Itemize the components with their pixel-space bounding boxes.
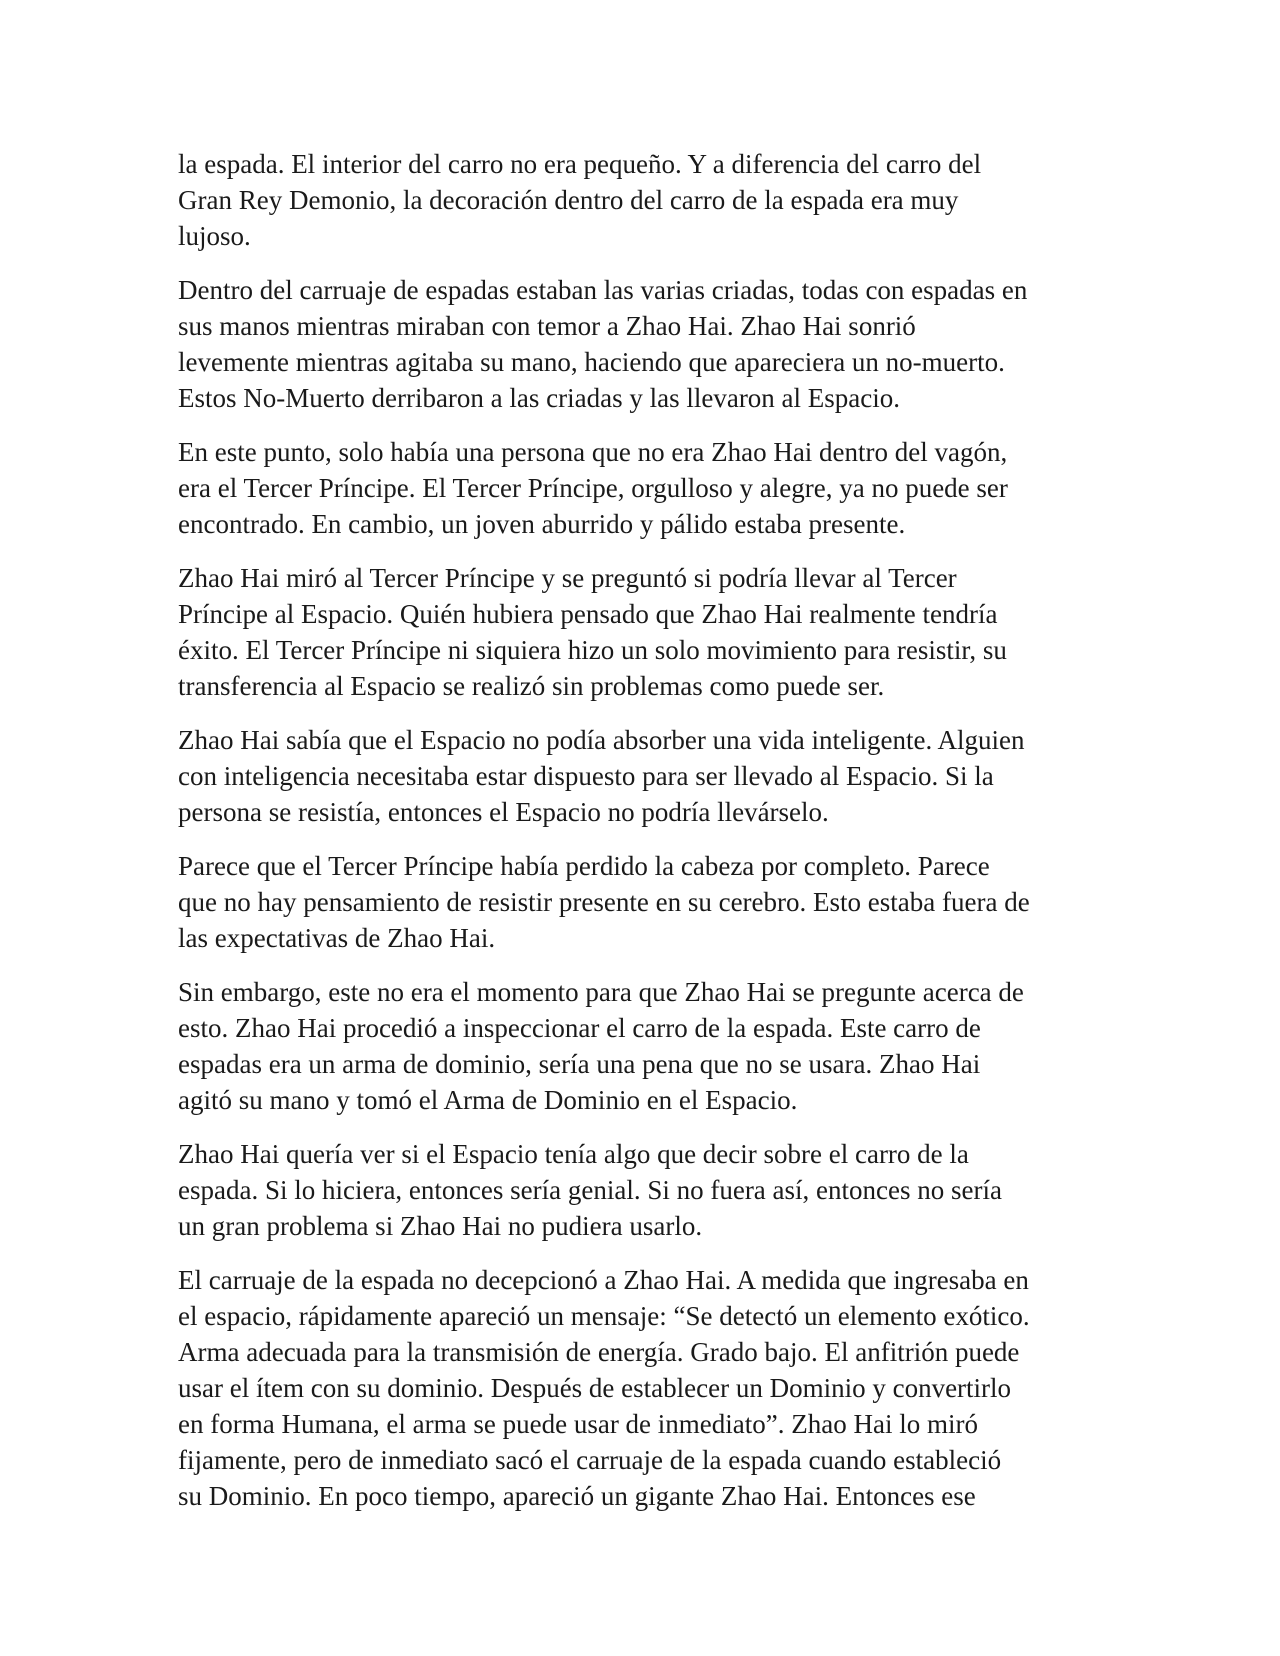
paragraph-3: En este punto, solo había una persona que no era Zhao Hai dentro del vagón, era el Tercer Príncipe. El Tercer Príncipe, orgulloso y alegre, ya no puede ser encontrado. En cambio, un joven aburrido y pálido estaba presente. [178,437,1008,539]
paragraph-2: Dentro del carruaje de espadas estaban las varias criadas, todas con espadas en sus manos mientras miraban con temor a Zhao Hai. Zhao Hai sonrió levemente mientras agitaba su mano, haciendo que apareciera un no-muerto. Estos No-Muerto derribaron a las criadas y las llevaron al Espacio. [178,275,1028,413]
paragraph-7: Sin embargo, este no era el momento para que Zhao Hai se pregunte acerca de esto. Zhao Hai procedió a inspeccionar el carro de la espada. Este carro de espadas era un arma de dominio, sería una pena que no se usara. Zhao Hai agitó su mano y tomó el Arma de Dominio en el Espacio. [178,977,1024,1115]
paragraph-6: Parece que el Tercer Príncipe había perdido la cabeza por completo. Parece que no hay pensamiento de resistir presente en su cerebro. Esto estaba fuera de las expectativas de Zhao Hai. [178,851,1030,953]
paragraph-8: Zhao Hai quería ver si el Espacio tenía algo que decir sobre el carro de la espada. Si lo hiciera, entonces sería genial. Si no fuera así, entonces no sería un gran problema si Zhao Hai no pudiera usarlo. [178,1139,1002,1241]
paragraph-4: Zhao Hai miró al Tercer Príncipe y se preguntó si podría llevar al Tercer Príncipe al Espacio. Quién hubiera pensado que Zhao Hai realmente tendría éxito. El Tercer Príncipe ni siquiera hizo un solo movimiento para resistir, su transferencia al Espacio se realizó sin problemas como puede ser. [178,563,1007,701]
paragraph-1: la espada. El interior del carro no era pequeño. Y a diferencia del carro del Gran Rey Demonio, la decoración dentro del carro de la espada era muy lujoso. [178,149,982,251]
document-page [178,146,1108,1532]
paragraph-9: El carruaje de la espada no decepcionó a Zhao Hai. A medida que ingresaba en el espacio, rápidamente apareció un mensaje: “Se detectó un elemento exótico. Arma adecuada para la transmisión de energía. Grado bajo. El anfitrión puede usar el ítem con su dominio. Después de establecer un Dominio y convertirlo en forma Humana, el arma se puede usar de inmediato”. Zhao Hai lo miró fijamente, pero de inmediato sacó el carruaje de la espada cuando estableció su Dominio. En poco tiempo, apareció un gigante Zhao Hai. Entonces ese [178,1265,1030,1511]
paragraph-5: Zhao Hai sabía que el Espacio no podía absorber una vida inteligente. Alguien con inteligencia necesitaba estar dispuesto para ser llevado al Espacio. Si la persona se resistía, entonces el Espacio no podría llevárselo. [178,725,1025,827]
